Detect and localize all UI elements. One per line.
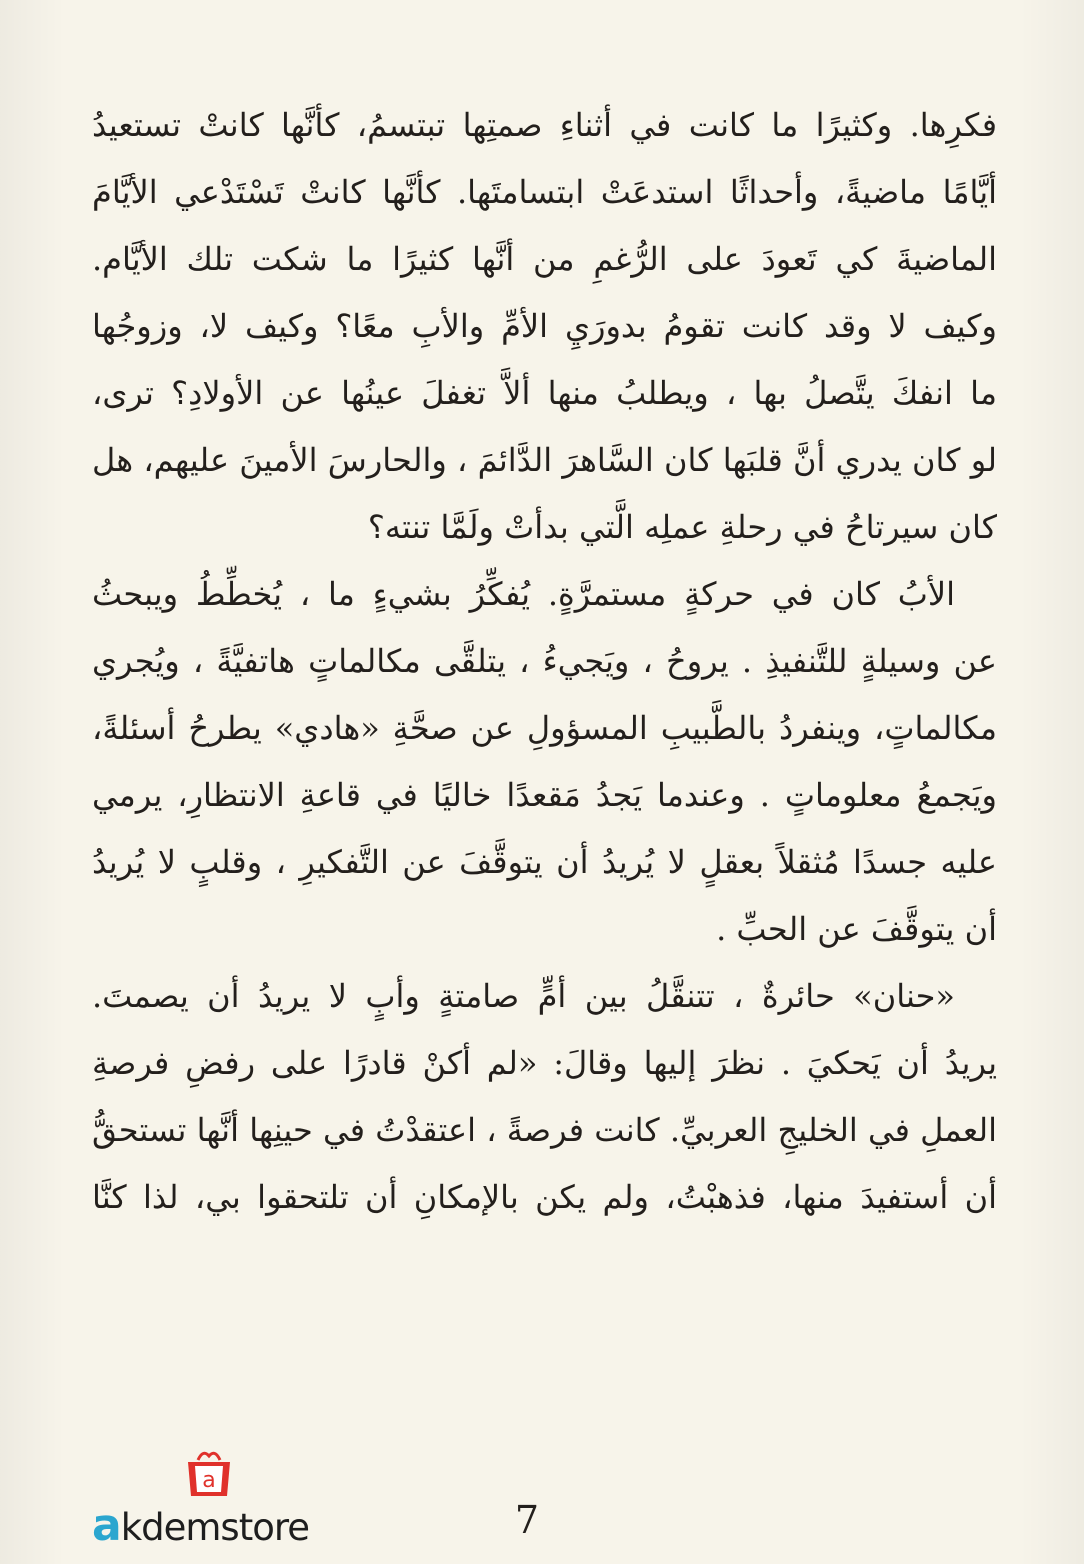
brand-rest: kdemstore <box>120 1506 310 1549</box>
text-line: عن وسيلةٍ للتَّنفيذِ . يروحُ ، ويَجيءُ ، يتلقَّى مكالماتٍ هاتفيَّةً ، ويُجري <box>92 642 997 680</box>
text-line: وكيف لا وقد كانت تقومُ بدورَيِ الأمِّ والأبِ معًا؟ وكيف لا، وزوجُها <box>92 307 997 345</box>
brand-name <box>92 1501 352 1551</box>
text-line: أن أستفيدَ منها، فذهبْتُ، ولم يكن بالإمكانِ أن تلتحقوا بي، لذا كنَّا <box>92 1178 998 1216</box>
text-line: لو كان يدري أنَّ قلبَها كان السَّاهرَ الدَّائمَ ، والحارسَ الأمينَ عليهم، هل <box>92 441 997 479</box>
text-line: عليه جسدًا مُثقلاً بعقلٍ لا يُريدُ أن يتوقَّفَ عن التَّفكيرِ ، وقلبٍ لا يُريدُ <box>92 843 997 881</box>
text-line: العملِ في الخليجِ العربيِّ. كانت فرصةً ، اعتقدْتُ في حينِها أنَّها تستحقُّ <box>92 1111 997 1149</box>
akdemstore-watermark <box>92 1446 352 1550</box>
text-line: يريدُ أن يَحكيَ . نظرَ إليها وقالَ: «لم أكنْ قادرًا على رفضِ فرصةِ <box>92 1044 997 1082</box>
icon-letter: a <box>202 1468 216 1493</box>
text-line: ما انفكَ يتَّصلُ بها ، ويطلبُ منها ألاَّ تغفلَ عينُها عن الأولادِ؟ ترى، <box>92 374 997 412</box>
text-line: فكرِها. وكثيرًا ما كانت في أثناءِ صمتِها تبتسمُ، كأنَّها كانتْ تستعيدُ <box>92 106 998 144</box>
body-text <box>92 92 997 1472</box>
text-line: الماضيةَ كي تَعودَ على الرُّغمِ من أنَّها كثيرًا ما شكت تلك الأيَّام. <box>92 240 998 278</box>
text-line: الأبُ كان في حركةٍ مستمرَّةٍ. يُفكِّرُ بشيءٍ ما ، يُخطِّطُ ويبحثُ <box>92 575 955 613</box>
text-line: أيَّامًا ماضيةً، وأحداثًا استدعَتْ ابتسامتَها. كأنَّها كانتْ تَسْتَدْعي الأيَّامَ <box>92 173 997 211</box>
text-line: كان سيرتاحُ في رحلةِ عملِه الَّتي بدأتْ ولَمَّا تنته؟ <box>367 508 997 546</box>
text-line: أن يتوقَّفَ عن الحبِّ . <box>716 910 997 948</box>
text-line: ويَجمعُ معلوماتٍ . وعندما يَجدُ مَقعدًا خاليًا في قاعةِ الانتظارِ، يرمي <box>92 776 997 814</box>
book-store-icon <box>183 1446 235 1500</box>
brand-initial: a <box>92 1500 121 1551</box>
text-line: مكالماتٍ، وينفردُ بالطَّبيبِ المسؤولِ عن صحَّةِ «هادي» يطرحُ أسئلةً، <box>92 709 997 747</box>
text-line: «حنان» حائرةٌ ، تتنقَّلُ بين أمٍّ صامتةٍ وأبٍ لا يريدُ أن يصمتَ. <box>92 977 955 1015</box>
page-number: 7 <box>514 1498 540 1542</box>
